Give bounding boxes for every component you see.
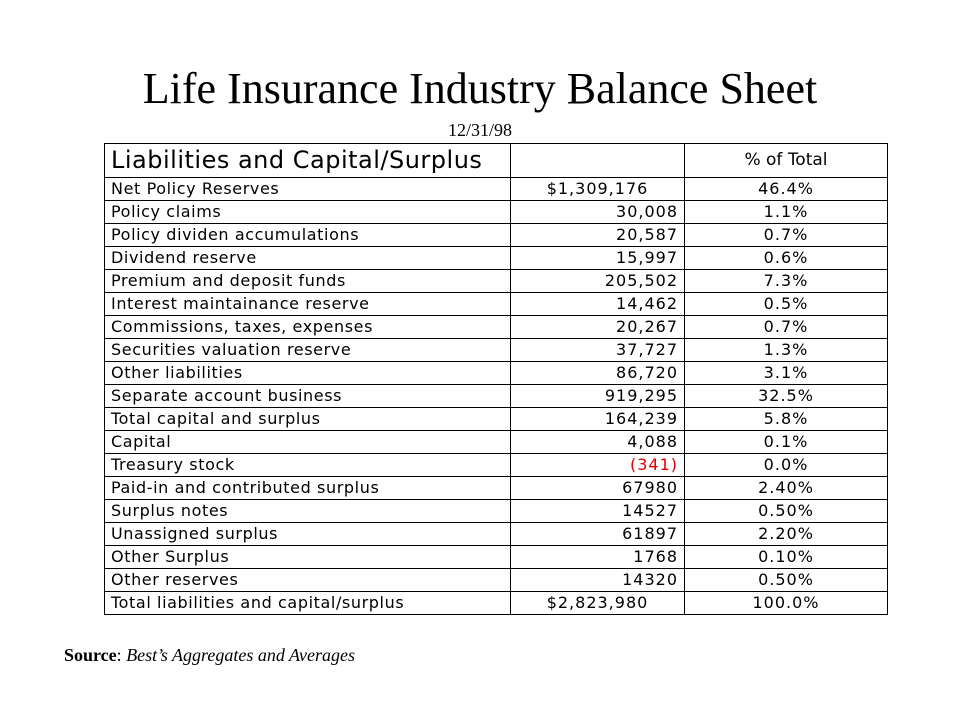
row-pct-cell: 46.4% (685, 178, 888, 201)
table-row (105, 408, 888, 431)
row-label-cell: Securities valuation reserve (105, 339, 511, 362)
negative-amount-cell: (341) (511, 454, 685, 477)
row-label-cell: Total liabilities and capital/surplus (105, 592, 511, 615)
table-row (105, 339, 888, 362)
row-amount-cell: 164,239 (511, 408, 685, 431)
row-label-cell: Dividend reserve (105, 247, 511, 270)
table-row (105, 477, 888, 500)
row-pct-cell: 3.1% (685, 362, 888, 385)
row-label-cell: Policy dividen accumulations (105, 224, 511, 247)
table-row (105, 431, 888, 454)
table-row (105, 293, 888, 316)
row-pct-cell: 7.3% (685, 270, 888, 293)
table-row (105, 523, 888, 546)
row-label-cell: Interest maintainance reserve (105, 293, 511, 316)
row-label-cell: Other liabilities (105, 362, 511, 385)
source-separator: : (116, 645, 127, 665)
table-row (105, 201, 888, 224)
table-header-row (105, 144, 888, 178)
row-amount-cell: 61897 (511, 523, 685, 546)
row-pct-cell: 100.0% (685, 592, 888, 615)
row-amount-cell: 14320 (511, 569, 685, 592)
table-row (105, 500, 888, 523)
table-row (105, 178, 888, 201)
source-label: Source (64, 645, 117, 665)
table-row (105, 569, 888, 592)
row-pct-cell: 1.1% (685, 201, 888, 224)
header-label-cell: Liabilities and Capital/Surplus (105, 144, 511, 178)
row-label-cell: Treasury stock (105, 454, 511, 477)
row-amount-cell: 14527 (511, 500, 685, 523)
row-amount-cell: 20,587 (511, 224, 685, 247)
row-pct-cell: 0.50% (685, 569, 888, 592)
row-amount-cell: 1768 (511, 546, 685, 569)
row-label-cell: Surplus notes (105, 500, 511, 523)
row-label-cell: Other Surplus (105, 546, 511, 569)
row-pct-cell: 0.7% (685, 224, 888, 247)
source-note (64, 643, 355, 667)
row-label-cell: Policy claims (105, 201, 511, 224)
row-amount-cell: 919,295 (511, 385, 685, 408)
row-pct-cell: 0.6% (685, 247, 888, 270)
row-pct-cell: 0.0% (685, 454, 888, 477)
row-pct-cell: 32.5% (685, 385, 888, 408)
header-pct-cell: % of Total (685, 144, 888, 178)
row-amount-cell: $2,823,980 (511, 592, 685, 615)
row-pct-cell: 1.3% (685, 339, 888, 362)
row-amount-cell: 205,502 (511, 270, 685, 293)
row-pct-cell: 0.7% (685, 316, 888, 339)
source-text: Best’s Aggregates and Averages (126, 645, 356, 665)
row-label-cell: Other reserves (105, 569, 511, 592)
row-label-cell: Capital (105, 431, 511, 454)
row-amount-cell: 37,727 (511, 339, 685, 362)
table-row (105, 362, 888, 385)
row-label-cell: Total capital and surplus (105, 408, 511, 431)
table-row (105, 224, 888, 247)
table-row (105, 592, 888, 615)
page-date: 12/31/98 (447, 120, 512, 140)
row-amount-cell: $1,309,176 (511, 178, 685, 201)
row-label-cell: Premium and deposit funds (105, 270, 511, 293)
balance-sheet-table (104, 143, 888, 615)
page-title: Life Insurance Industry Balance Sheet (142, 64, 818, 113)
row-pct-cell: 0.5% (685, 293, 888, 316)
table-row (105, 316, 888, 339)
row-pct-cell: 2.20% (685, 523, 888, 546)
row-pct-cell: 0.10% (685, 546, 888, 569)
row-pct-cell: 0.50% (685, 500, 888, 523)
row-amount-cell: 30,008 (511, 201, 685, 224)
table-row (105, 546, 888, 569)
row-label-cell: Separate account business (105, 385, 511, 408)
row-label-cell: Net Policy Reserves (105, 178, 511, 201)
table-row (105, 247, 888, 270)
row-amount-cell: 86,720 (511, 362, 685, 385)
row-amount-cell: 67980 (511, 477, 685, 500)
table-row (105, 270, 888, 293)
table-row (105, 385, 888, 408)
row-label-cell: Unassigned surplus (105, 523, 511, 546)
header-amount-cell (511, 144, 685, 178)
row-label-cell: Paid-in and contributed surplus (105, 477, 511, 500)
row-amount-cell: 15,997 (511, 247, 685, 270)
row-label-cell: Commissions, taxes, expenses (105, 316, 511, 339)
row-amount-cell: 4,088 (511, 431, 685, 454)
row-pct-cell: 0.1% (685, 431, 888, 454)
row-amount-cell: 14,462 (511, 293, 685, 316)
table-row (105, 454, 888, 477)
row-amount-cell: 20,267 (511, 316, 685, 339)
row-pct-cell: 5.8% (685, 408, 888, 431)
row-pct-cell: 2.40% (685, 477, 888, 500)
